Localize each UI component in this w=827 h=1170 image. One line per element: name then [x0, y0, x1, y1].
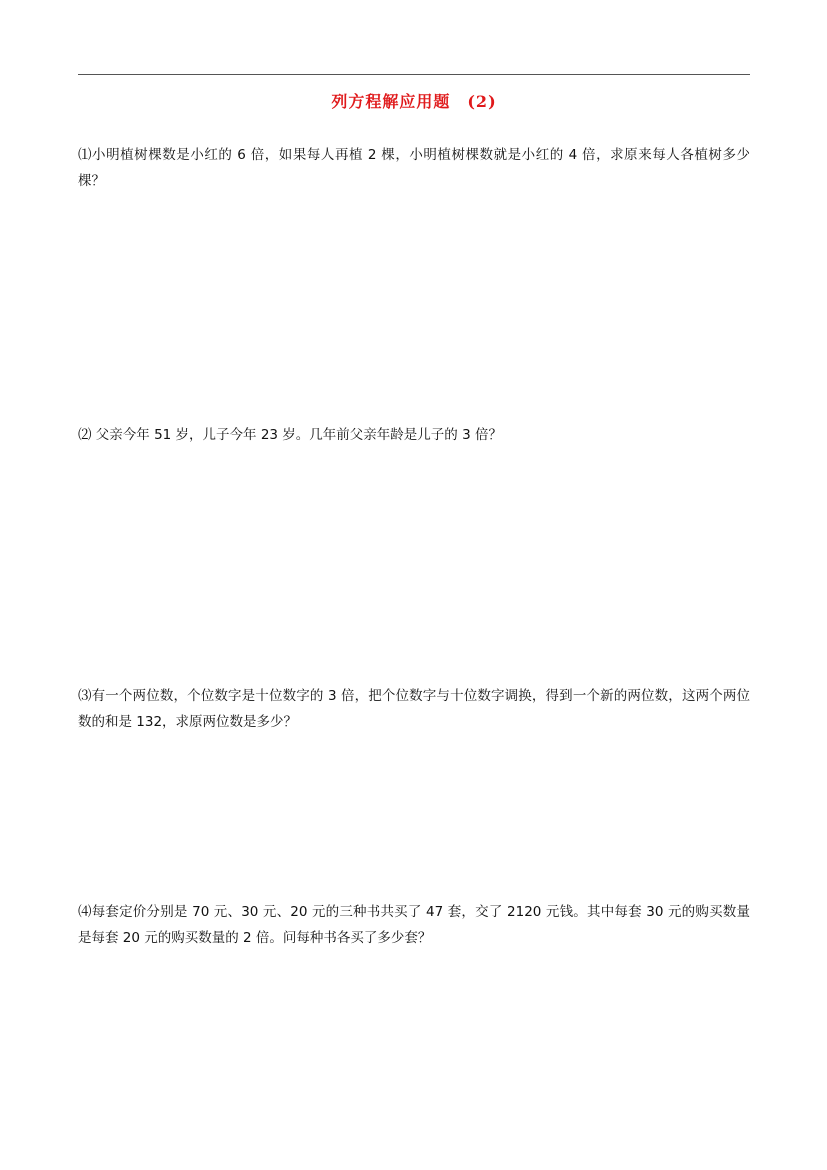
question-3: ⑶有一个两位数，个位数字是十位数字的 3 倍，把个位数字与十位数字调换，得到一个新的两位数，这两个两位数的和是 132，求原两位数是多少？ [78, 688, 750, 730]
page-title: 列方程解应用题 (2) [331, 92, 497, 111]
question-1: ⑴小明植树棵数是小红的 6 倍，如果每人再植 2 棵，小明植树棵数就是小红的 4 倍，求原来每人各植树多少棵？ [78, 147, 750, 189]
question-4: ⑷每套定价分别是 70 元、30 元、20 元的三种书共买了 47 套，交了 2120 元钱。其中每套 30 元的购买数量是每套 20 元的购买数量的 2 倍。问每种书各买了多少套？ [78, 904, 750, 946]
question-2: ⑵ 父亲今年 51 岁，儿子今年 23 岁。几年前父亲年龄是儿子的 3 倍？ [78, 427, 502, 443]
header-rule [78, 74, 750, 75]
